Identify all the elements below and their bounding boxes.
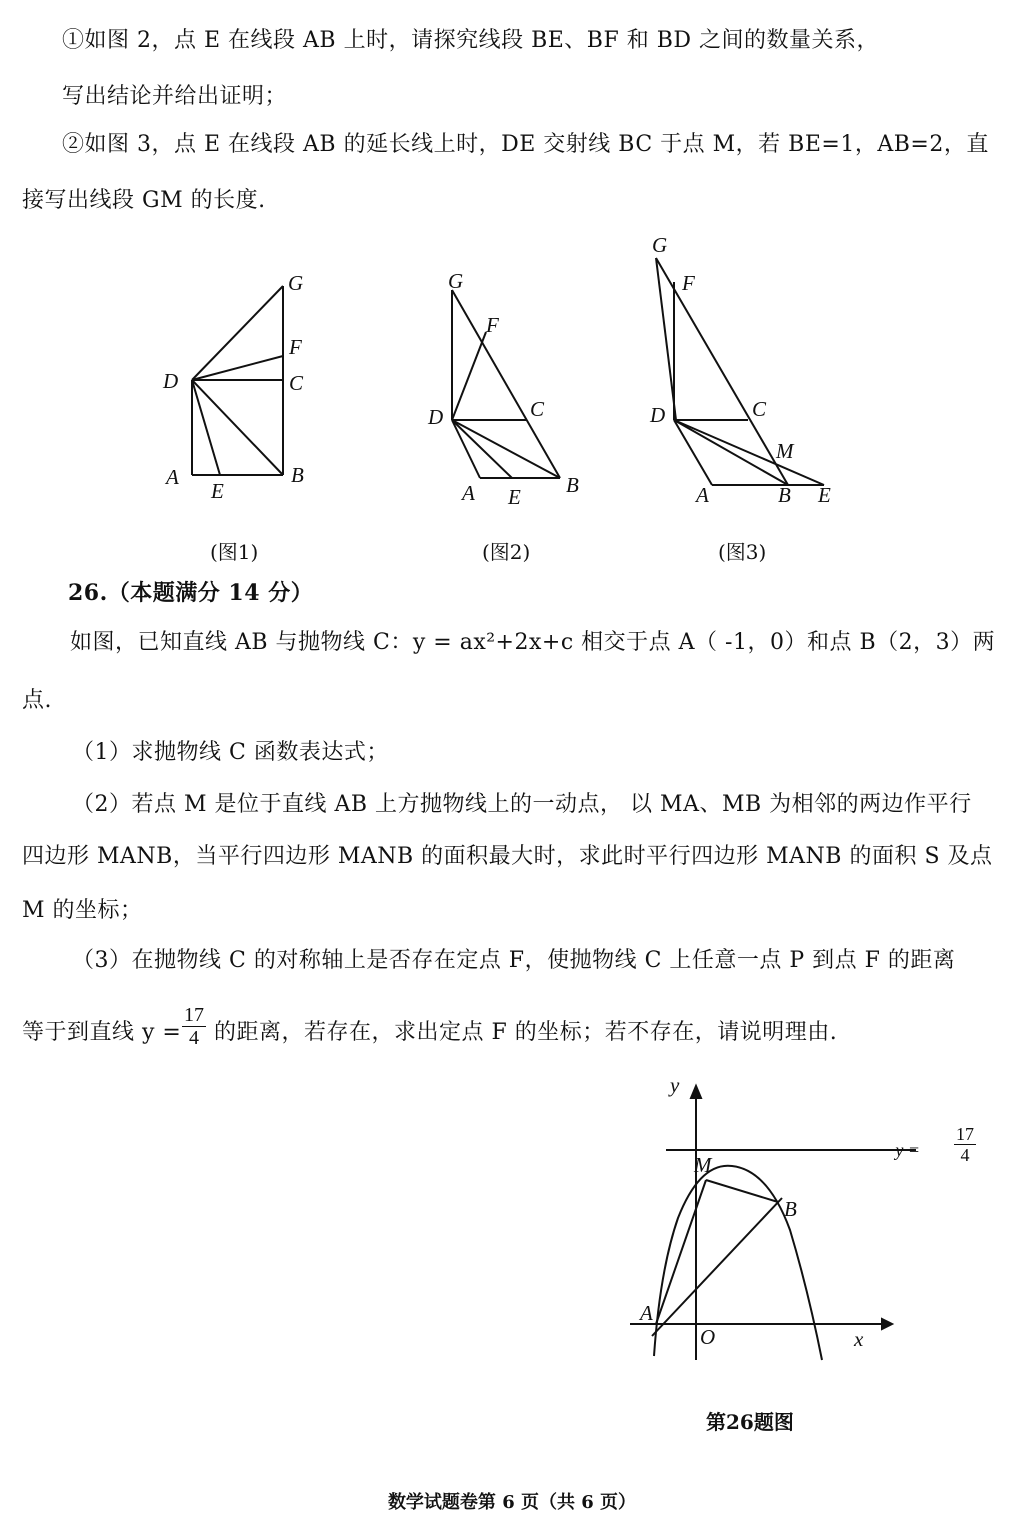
fig3-caption: (图3) (718, 540, 767, 564)
fig2-label-f: F (486, 313, 499, 337)
fig2-caption: (图2) (482, 540, 531, 564)
graph-origin-label: O (700, 1325, 716, 1349)
fig2-label-g: G (448, 269, 464, 293)
line-ab (652, 1198, 782, 1336)
graph-caption: 第26题图 (706, 1410, 794, 1434)
segment-ma (656, 1180, 706, 1324)
graph-x-axis-label: x (854, 1327, 864, 1351)
graph-line-fraction (954, 1124, 976, 1165)
fig2-label-c: C (530, 397, 545, 421)
fig3-label-g: G (652, 233, 668, 257)
fig1-label-c: C (289, 371, 304, 395)
graph-point-a: A (640, 1301, 653, 1325)
graph-point-m: M (694, 1153, 712, 1177)
fig1-label-d: D (163, 369, 179, 393)
y-axis-arrow (691, 1086, 701, 1098)
q26-fraction (182, 1004, 206, 1049)
figure-1 (150, 260, 330, 520)
parabola (654, 1166, 822, 1360)
fig3-label-c: C (752, 397, 767, 421)
fraction-denominator: 4 (189, 1027, 199, 1049)
q26-part1: （1）求抛物线 C 函数表达式； (72, 740, 389, 765)
q26-part2-line2: 四边形 MANB，当平行四边形 MANB 的面积最大时，求此时平行四边形 MANB 的面积 S 及点 (22, 844, 993, 869)
figure-3 (640, 230, 840, 520)
fig1-label-g: G (288, 271, 304, 295)
part-i-line2: 写出结论并给出证明； (62, 84, 288, 109)
fig2-label-b: B (566, 473, 579, 497)
fig2-label-e: E (508, 485, 521, 509)
graph-point-b: B (784, 1197, 797, 1221)
fig2-label-d: D (428, 405, 444, 429)
part-ii-line1: ②如图 3，点 E 在线段 AB 的延长线上时，DE 交射线 BC 于点 M，若 BE=1，AB=2，直 (62, 132, 989, 157)
q26-graph (620, 1070, 920, 1370)
graph-line-label: y = (895, 1140, 920, 1160)
fig1-label-f: F (289, 335, 302, 359)
graph-fraction-numerator: 17 (956, 1124, 974, 1144)
fig3-label-e: E (818, 483, 831, 507)
graph-fraction-denominator: 4 (960, 1145, 970, 1165)
fig1-label-e: E (211, 479, 224, 503)
x-axis-arrow (882, 1319, 892, 1329)
fig2-label-a: A (462, 481, 475, 505)
part-i-line1: ①如图 2，点 E 在线段 AB 上时，请探究线段 BE、BF 和 BD 之间的数量关系， (62, 28, 880, 53)
page-footer: 数学试题卷第 6 页（共 6 页） (387, 1492, 637, 1513)
fig3-label-a: A (696, 483, 709, 507)
q26-part3-line1: （3）在抛物线 C 的对称轴上是否存在定点 F，使抛物线 C 上任意一点 P 到点 F 的距离 (72, 948, 956, 973)
fig1-label-b: B (291, 463, 304, 487)
fraction-numerator: 17 (184, 1004, 204, 1026)
fig3-label-f: F (682, 271, 695, 295)
q26-part2-line3: M 的坐标； (22, 898, 143, 923)
q26-heading: 26.（本题满分 14 分） (68, 580, 314, 606)
q26-part3-line2a: 等于到直线 y = (22, 1020, 182, 1045)
fig1-label-a: A (166, 465, 179, 489)
q26-intro-line1: 如图，已知直线 AB 与抛物线 C：y = ax²+2x+c 相交于点 A（ -1，0）和点 B（2，3）两 (70, 630, 996, 655)
graph-y-axis-label: y (670, 1073, 680, 1097)
q26-intro-line2: 点. (22, 688, 52, 713)
part-ii-line2: 接写出线段 GM 的长度. (22, 188, 266, 213)
fig3-label-b: B (778, 483, 791, 507)
fig3-label-d: D (650, 403, 666, 427)
fig3-label-m: M (776, 439, 794, 463)
fig1-caption: (图1) (210, 540, 259, 564)
q26-part3-line2b: 的距离，若存在，求出定点 F 的坐标；若不存在，请说明理由. (214, 1020, 838, 1045)
q26-part2-line1: （2）若点 M 是位于直线 AB 上方抛物线上的一动点， 以 MA、MB 为相邻的两边作平行 (72, 792, 972, 817)
segment-mb (706, 1180, 778, 1202)
figure-2 (420, 260, 600, 520)
